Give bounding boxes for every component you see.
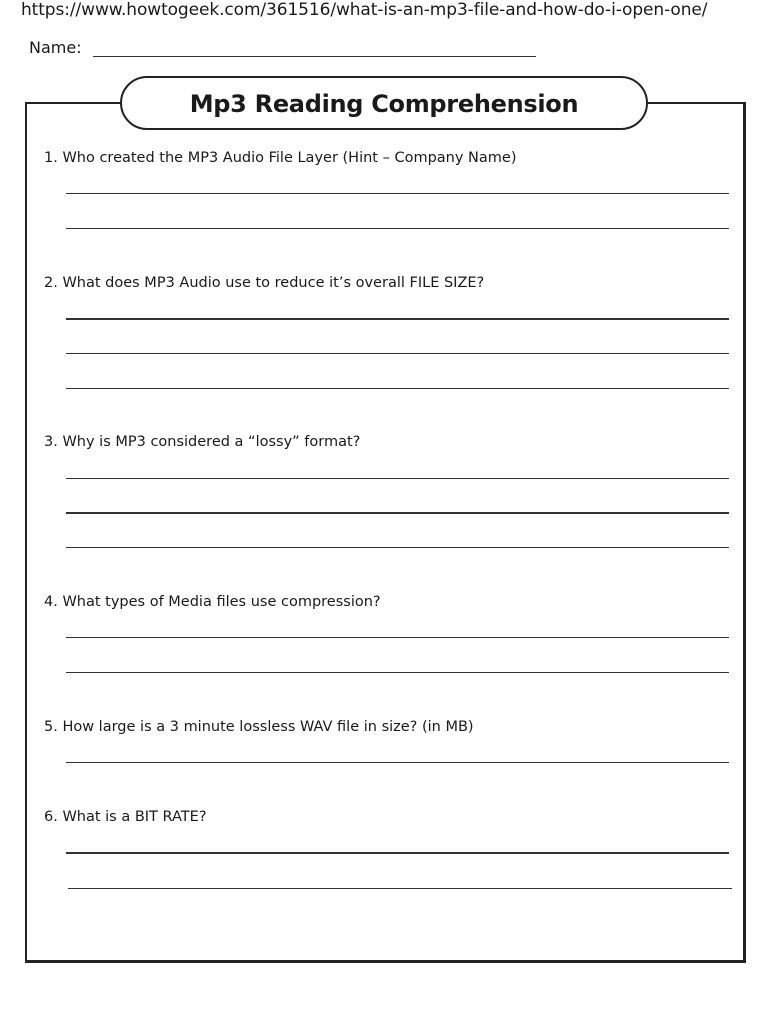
answer-line-4a[interactable] xyxy=(66,637,729,638)
answer-line-1a[interactable] xyxy=(66,193,729,194)
worksheet-title: Mp3 Reading Comprehension xyxy=(189,90,579,118)
source-url: https://www.howtogeek.com/361516/what-is-an-mp3-file-and-how-do-i-open-one/ xyxy=(21,0,708,20)
answer-line-3a[interactable] xyxy=(66,478,729,479)
answer-line-5a[interactable] xyxy=(66,762,729,763)
question-2: 2. What does MP3 Audio use to reduce it’s overall FILE SIZE? xyxy=(44,275,485,291)
answer-line-6b[interactable] xyxy=(68,888,732,889)
answer-line-6a[interactable] xyxy=(66,852,729,854)
question-5: 5. How large is a 3 minute lossless WAV file in size? (in MB) xyxy=(44,719,474,735)
answer-line-3b[interactable] xyxy=(66,512,729,514)
answer-line-3c[interactable] xyxy=(66,547,729,548)
answer-line-1b[interactable] xyxy=(66,228,729,229)
answer-line-2a[interactable] xyxy=(66,318,729,320)
answer-line-2c[interactable] xyxy=(66,388,729,389)
name-field[interactable] xyxy=(93,56,536,57)
name-label: Name: xyxy=(29,38,82,57)
answer-line-2b[interactable] xyxy=(66,353,729,354)
answer-line-4b[interactable] xyxy=(66,672,729,673)
question-4: 4. What types of Media files use compression? xyxy=(44,594,381,610)
title-banner xyxy=(120,76,648,130)
question-3: 3. Why is MP3 considered a “lossy” format? xyxy=(44,434,361,450)
question-6: 6. What is a BIT RATE? xyxy=(44,809,207,825)
worksheet-frame xyxy=(25,102,746,963)
question-1: 1. Who created the MP3 Audio File Layer (Hint – Company Name) xyxy=(44,150,517,166)
